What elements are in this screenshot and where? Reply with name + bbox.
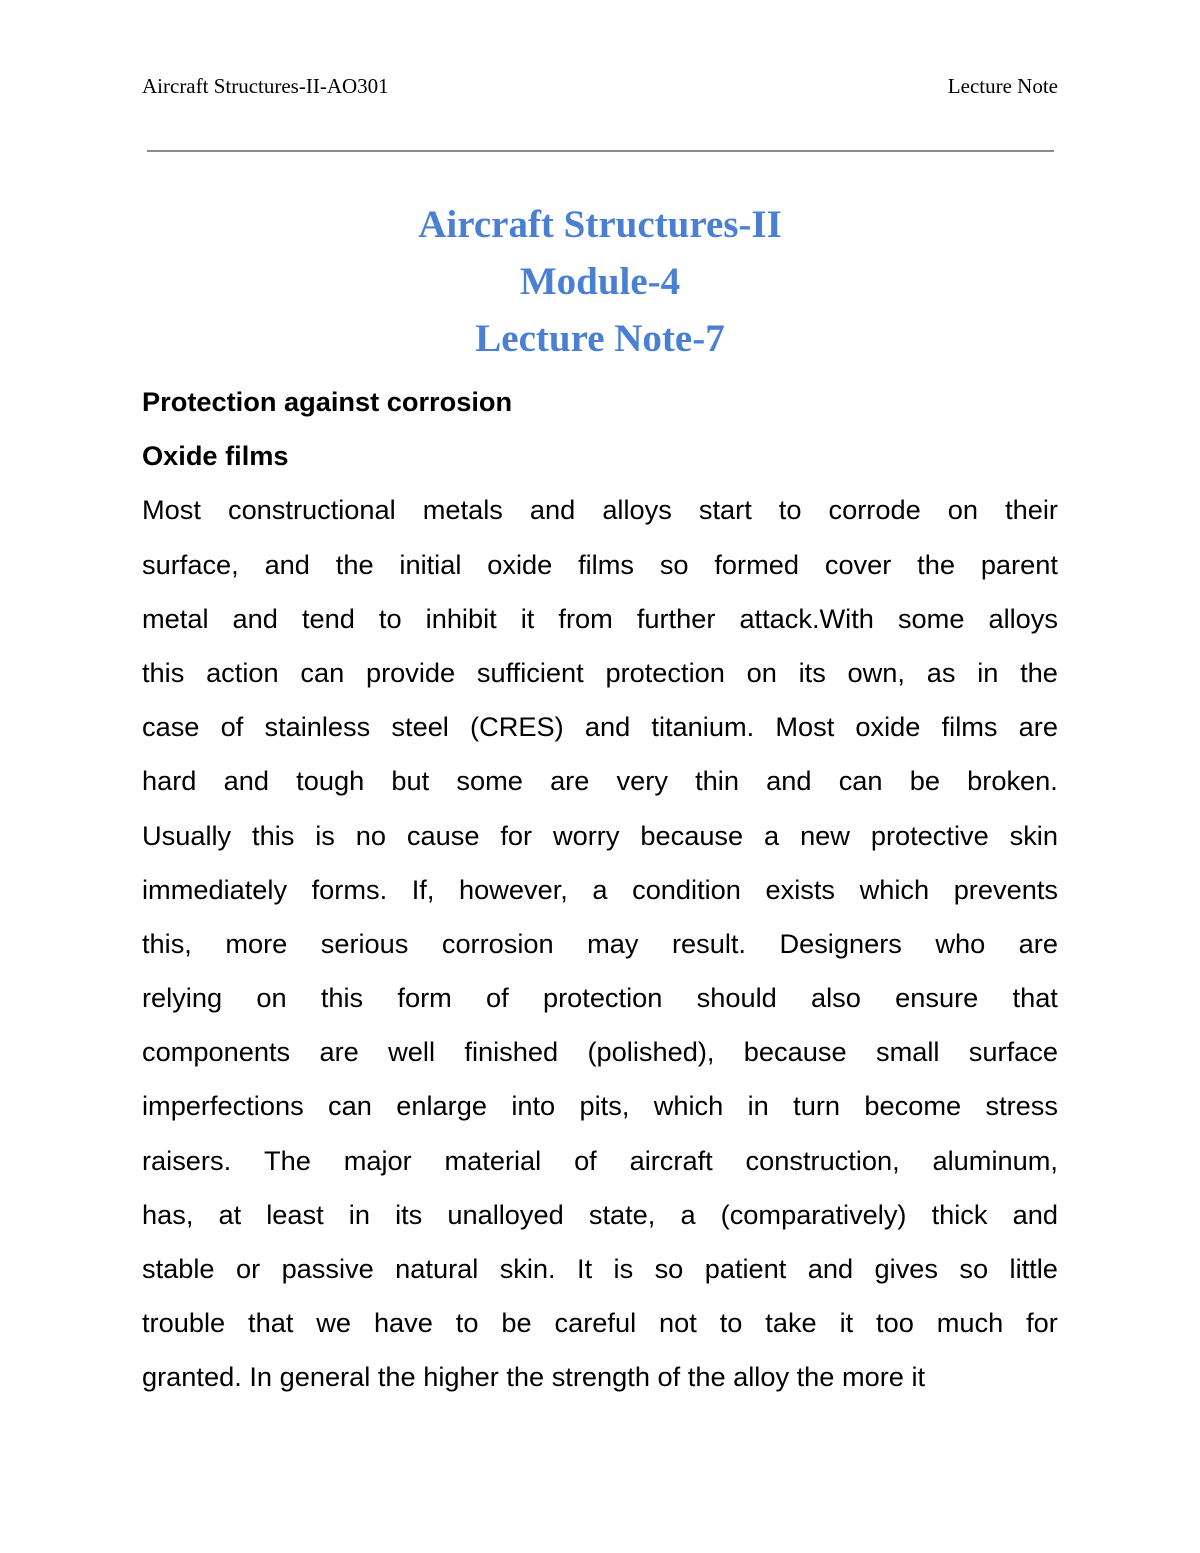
body-word: hard <box>142 765 197 797</box>
body-word: natural <box>395 1253 479 1285</box>
body-word: new <box>800 819 850 851</box>
body-word: this <box>142 656 185 688</box>
body-word: broken. <box>967 765 1058 797</box>
body-word: enlarge <box>396 1090 487 1122</box>
body-word: little <box>1009 1253 1058 1285</box>
body-line <box>142 700 1058 754</box>
body-word: not <box>659 1307 697 1339</box>
body-word: more <box>225 927 288 959</box>
body-word: that <box>248 1307 294 1339</box>
body-word: the <box>796 1361 835 1393</box>
body-word: are <box>1018 711 1058 743</box>
document-title-block <box>142 196 1058 367</box>
body-word: this <box>252 819 295 851</box>
body-word: case <box>142 711 200 743</box>
body-word: some <box>456 765 523 797</box>
body-word: we <box>316 1307 352 1339</box>
body-word: protective <box>870 819 989 851</box>
body-word: alloys <box>602 494 672 526</box>
body-word: to <box>378 602 402 634</box>
body-word: in <box>747 1090 769 1122</box>
body-word: corrosion <box>441 927 554 959</box>
body-word: are <box>319 1036 359 1068</box>
body-word: In <box>249 1361 273 1393</box>
header-course-title: Aircraft Structures-II-AO301 <box>142 74 389 98</box>
body-word: protection <box>605 656 725 688</box>
body-word: trouble <box>142 1307 226 1339</box>
body-word: very <box>616 765 668 797</box>
body-word: much <box>936 1307 1004 1339</box>
body-word: who <box>935 927 986 959</box>
body-word: immediately <box>142 873 288 905</box>
body-word: because <box>743 1036 847 1068</box>
body-word: and <box>529 494 576 526</box>
body-word: of <box>574 1144 597 1176</box>
body-word: no <box>355 819 387 851</box>
body-word: finished <box>464 1036 559 1068</box>
body-word: The <box>263 1144 311 1176</box>
subsection-heading: Oxide films <box>142 440 289 472</box>
body-word: corrode <box>828 494 921 526</box>
body-word: so <box>654 1253 684 1285</box>
body-word: the <box>377 1361 416 1393</box>
body-word: skin <box>1009 819 1058 851</box>
body-word: however, <box>458 873 568 905</box>
body-word: imperfections <box>142 1090 304 1122</box>
body-word: also <box>811 982 861 1014</box>
body-word: (CRES) <box>470 711 564 743</box>
body-word: stress <box>985 1090 1058 1122</box>
body-word: the <box>335 548 374 580</box>
page-header <box>142 72 1058 102</box>
body-line <box>142 971 1058 1025</box>
body-word: and <box>766 765 812 797</box>
body-word: thick <box>931 1198 988 1230</box>
body-word: parent <box>980 548 1058 580</box>
body-word: (polished), <box>587 1036 715 1068</box>
body-line <box>142 1188 1058 1242</box>
body-word: passive <box>281 1253 374 1285</box>
body-word: into <box>511 1090 556 1122</box>
body-line <box>142 1079 1058 1133</box>
body-word: aluminum, <box>932 1144 1058 1176</box>
body-word: to <box>455 1307 479 1339</box>
body-word: and <box>584 711 631 743</box>
body-word: worry <box>553 819 620 851</box>
body-line <box>142 1242 1058 1296</box>
body-word: skin. <box>499 1253 556 1285</box>
document-body <box>142 375 1058 1405</box>
header-divider <box>147 150 1054 152</box>
body-line <box>142 646 1058 700</box>
body-word: from <box>558 602 613 634</box>
body-word: forms. <box>311 873 388 905</box>
body-word: provide <box>365 656 456 688</box>
body-word: initial <box>399 548 462 580</box>
body-word: and <box>264 548 310 580</box>
body-word: construction, <box>745 1144 900 1176</box>
body-word: small <box>875 1036 940 1068</box>
body-word: for <box>500 819 533 851</box>
body-line <box>142 809 1058 863</box>
body-word: and <box>807 1253 854 1285</box>
body-word: and <box>223 765 269 797</box>
body-line <box>142 1134 1058 1188</box>
body-word: at <box>218 1198 242 1230</box>
body-word: of <box>486 982 509 1014</box>
body-word: can <box>300 656 345 688</box>
body-word: metals <box>422 494 503 526</box>
body-word: attack.With <box>739 602 874 634</box>
body-word: a <box>592 873 608 905</box>
body-line <box>142 1350 1058 1404</box>
body-word: on <box>746 656 777 688</box>
body-word: serious <box>320 927 409 959</box>
body-word: of <box>657 1361 681 1393</box>
body-word: which <box>653 1090 724 1122</box>
body-word: or <box>235 1253 261 1285</box>
body-word: and <box>1012 1198 1058 1230</box>
body-word: Most <box>775 711 835 743</box>
body-word: Most <box>142 494 201 526</box>
body-word: titanium. <box>651 711 755 743</box>
body-word: It <box>577 1253 593 1285</box>
module-title: Module-4 <box>519 260 681 303</box>
body-word: stable <box>142 1253 215 1285</box>
body-word: to <box>719 1307 743 1339</box>
body-word: tough <box>296 765 365 797</box>
body-word: cause <box>406 819 480 851</box>
body-word: aircraft <box>629 1144 713 1176</box>
body-word: oxide <box>487 548 553 580</box>
body-paragraph <box>142 483 1058 1404</box>
body-word: ensure <box>895 982 979 1014</box>
body-word: formed <box>714 548 799 580</box>
body-word: for <box>1026 1307 1058 1339</box>
body-word: it <box>839 1307 854 1339</box>
body-word: be <box>909 765 940 797</box>
body-word: this <box>320 982 364 1014</box>
body-word: a <box>764 819 780 851</box>
body-word: surface, <box>142 548 239 580</box>
body-word: to <box>778 494 802 526</box>
document-title: Aircraft Structures-II <box>418 203 782 246</box>
body-word: sufficient <box>476 656 584 688</box>
body-word: because <box>640 819 744 851</box>
lecture-note-title: Lecture Note-7 <box>475 317 725 360</box>
body-word: on <box>256 982 287 1014</box>
body-word: prevents <box>953 873 1058 905</box>
body-word: metal <box>142 602 209 634</box>
body-word: further <box>636 602 716 634</box>
body-word: general <box>279 1361 371 1393</box>
body-word: components <box>142 1036 291 1068</box>
body-line <box>142 1025 1058 1079</box>
body-word: pits, <box>579 1090 630 1122</box>
body-word: so <box>959 1253 989 1285</box>
body-word: is <box>613 1253 634 1285</box>
body-word: oxide <box>855 711 921 743</box>
body-line <box>142 917 1058 971</box>
body-word: (comparatively) <box>720 1198 907 1230</box>
body-word: it <box>520 602 535 634</box>
body-word: alloy <box>733 1361 790 1393</box>
body-word: should <box>696 982 777 1014</box>
body-word: thin <box>695 765 739 797</box>
body-word: unalloyed <box>447 1198 564 1230</box>
body-word: films <box>578 548 634 580</box>
body-word: state, <box>588 1198 656 1230</box>
body-word: in <box>348 1198 370 1230</box>
body-word: the <box>506 1361 545 1393</box>
body-line <box>142 538 1058 592</box>
header-document-type: Lecture Note <box>947 74 1058 98</box>
body-word: it <box>911 1361 926 1393</box>
body-word: this, <box>142 927 192 959</box>
body-word: have <box>373 1307 433 1339</box>
body-word: as <box>926 656 956 688</box>
body-word: too <box>876 1307 914 1339</box>
body-word: some <box>897 602 965 634</box>
body-word: material <box>444 1144 542 1176</box>
body-word: action <box>206 656 279 688</box>
body-word: has, <box>142 1198 194 1230</box>
body-word: raisers. <box>142 1144 232 1176</box>
body-word: cover <box>824 548 892 580</box>
body-word: well <box>388 1036 436 1068</box>
body-word: constructional <box>227 494 396 526</box>
body-word: protection <box>542 982 663 1014</box>
body-word: are <box>550 765 590 797</box>
body-word: granted. <box>142 1361 242 1393</box>
body-word: own, <box>847 656 905 688</box>
body-word: become <box>864 1090 962 1122</box>
body-word: careful <box>554 1307 637 1339</box>
body-word: surface <box>968 1036 1058 1068</box>
body-word: tend <box>301 602 355 634</box>
body-word: relying <box>142 982 223 1014</box>
body-word: steel <box>391 711 449 743</box>
body-word: turn <box>793 1090 841 1122</box>
body-word: major <box>343 1144 412 1176</box>
body-word: is <box>315 819 335 851</box>
body-line <box>142 863 1058 917</box>
body-word: are <box>1018 927 1058 959</box>
body-line <box>142 483 1058 537</box>
body-word: inhibit <box>425 602 497 634</box>
body-word: in <box>977 656 999 688</box>
body-word: be <box>501 1307 532 1339</box>
body-word: a <box>680 1198 696 1230</box>
body-word: its <box>395 1198 423 1230</box>
body-word: take <box>765 1307 817 1339</box>
body-word: may <box>587 927 639 959</box>
body-word: result. <box>671 927 746 959</box>
body-word: stainless <box>264 711 371 743</box>
body-word: that <box>1012 982 1058 1014</box>
body-word: Usually <box>142 819 232 851</box>
body-word: strength <box>551 1361 650 1393</box>
section-heading: Protection against corrosion <box>142 386 513 417</box>
body-word: its <box>798 656 826 688</box>
body-word: but <box>391 765 430 797</box>
body-word: condition <box>632 873 741 905</box>
body-word: gives <box>874 1253 938 1285</box>
body-word: higher <box>423 1361 499 1393</box>
body-word: alloys <box>988 602 1058 634</box>
body-word: which <box>859 873 930 905</box>
body-word: If, <box>411 873 435 905</box>
body-word: start <box>698 494 752 526</box>
body-line <box>142 1296 1058 1350</box>
body-word: on <box>947 494 979 526</box>
body-word: their <box>1005 494 1058 526</box>
body-word: least <box>266 1198 324 1230</box>
body-word: and <box>232 602 278 634</box>
body-line <box>142 592 1058 646</box>
body-word: exists <box>765 873 836 905</box>
body-word: patient <box>704 1253 787 1285</box>
body-word: the <box>1020 656 1058 688</box>
body-word: form <box>397 982 452 1014</box>
body-line <box>142 754 1058 808</box>
body-word: Designers <box>779 927 902 959</box>
body-word: can <box>838 765 883 797</box>
body-word: can <box>328 1090 372 1122</box>
body-word: so <box>659 548 689 580</box>
body-word: of <box>220 711 244 743</box>
body-word: the <box>917 548 955 580</box>
body-word: films <box>941 711 998 743</box>
body-word: more <box>841 1361 904 1393</box>
body-word: the <box>687 1361 726 1393</box>
